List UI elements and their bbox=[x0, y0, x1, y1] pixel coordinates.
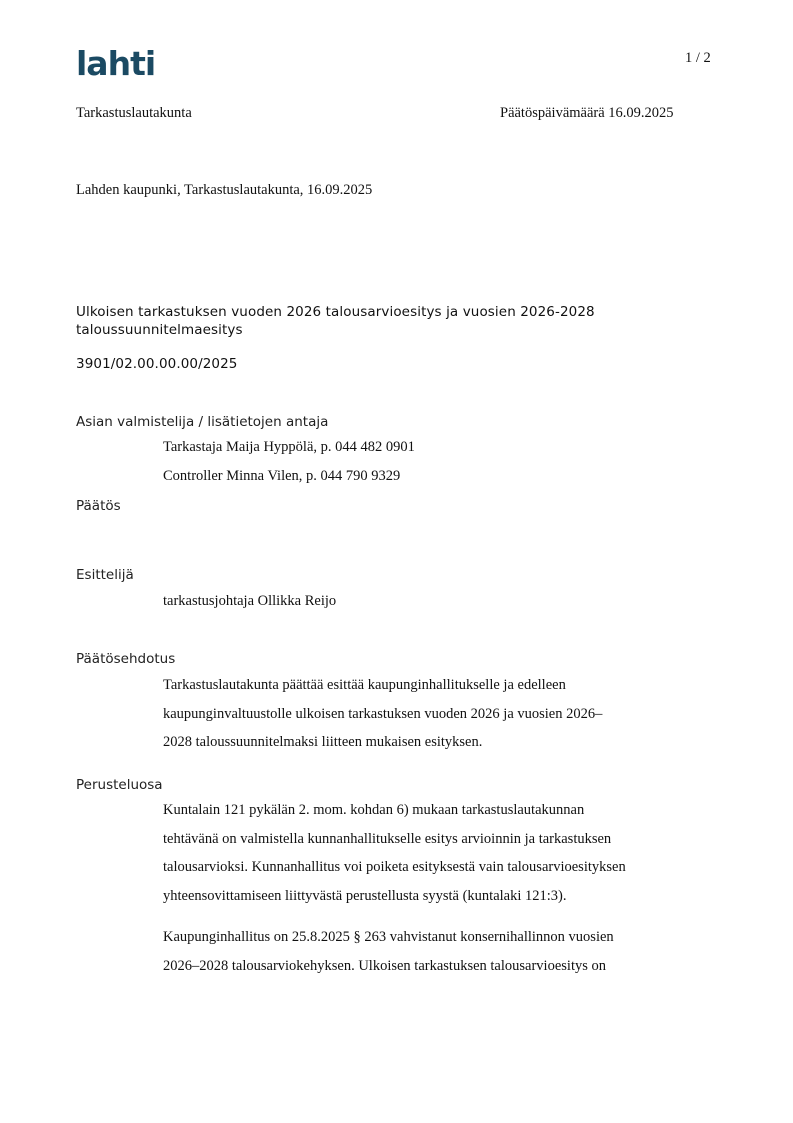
subject-title-line-1: Ulkoisen tarkastuksen vuoden 2026 talousarvioesitys ja vuosien 2026-2028 bbox=[76, 304, 595, 320]
proposal-text bbox=[163, 671, 713, 757]
rationale-line: 2026–2028 talousarviokehyksen. Ulkoisen tarkastuksen talousarvioesitys on bbox=[163, 957, 606, 974]
organ-name: Tarkastuslautakunta bbox=[76, 105, 192, 121]
page-number: 1 / 2 bbox=[685, 50, 711, 66]
subject-title-line-2: taloussuunnitelmaesitys bbox=[76, 322, 243, 338]
rationale-line: talousarvioksi. Kunnanhallitus voi poiketa esityksestä vain talousarvioesityksen bbox=[163, 859, 626, 875]
lahti-logo: lahti bbox=[76, 44, 156, 83]
preparer-heading: Asian valmistelija / lisätietojen antaja bbox=[76, 414, 329, 430]
rationale-paragraph-2 bbox=[163, 923, 713, 980]
rationale-line: yhteensovittamiseen liittyvästä perustellusta syystä (kuntalaki 121:3). bbox=[163, 887, 567, 904]
decision-date: Päätöspäivämäärä 16.09.2025 bbox=[500, 105, 674, 121]
rationale-line: Kuntalain 121 pykälän 2. mom. kohdan 6) mukaan tarkastuslautakunnan bbox=[163, 802, 585, 818]
proposal-heading: Päätösehdotus bbox=[76, 651, 176, 667]
presenter-heading: Esittelijä bbox=[76, 567, 134, 583]
decision-heading: Päätös bbox=[76, 498, 121, 514]
meeting-line: Lahden kaupunki, Tarkastuslautakunta, 16.09.2025 bbox=[76, 182, 373, 198]
presenter-name: tarkastusjohtaja Ollikka Reijo bbox=[163, 593, 337, 609]
proposal-line: 2028 taloussuunnitelmaksi liitteen mukaisen esityksen. bbox=[163, 734, 483, 750]
rationale-paragraph-1 bbox=[163, 796, 713, 910]
proposal-line: Tarkastuslautakunta päättää esittää kaupunginhallitukselle ja edelleen bbox=[163, 677, 566, 693]
proposal-line: kaupunginvaltuustolle ulkoisen tarkastuksen vuoden 2026 ja vuosien 2026– bbox=[163, 705, 603, 722]
rationale-heading: Perusteluosa bbox=[76, 777, 163, 793]
rationale-line: Kaupunginhallitus on 25.8.2025 § 263 vahvistanut konsernihallinnon vuosien bbox=[163, 929, 614, 945]
rationale-line: tehtävänä on valmistella kunnanhallitukselle esitys arvioinnin ja tarkastuksen bbox=[163, 830, 612, 847]
preparer-person-1: Tarkastaja Maija Hyppölä, p. 044 482 0901 bbox=[163, 439, 415, 455]
preparer-person-2: Controller Minna Vilen, p. 044 790 9329 bbox=[163, 468, 401, 484]
reference-number: 3901/02.00.00.00/2025 bbox=[76, 356, 238, 372]
